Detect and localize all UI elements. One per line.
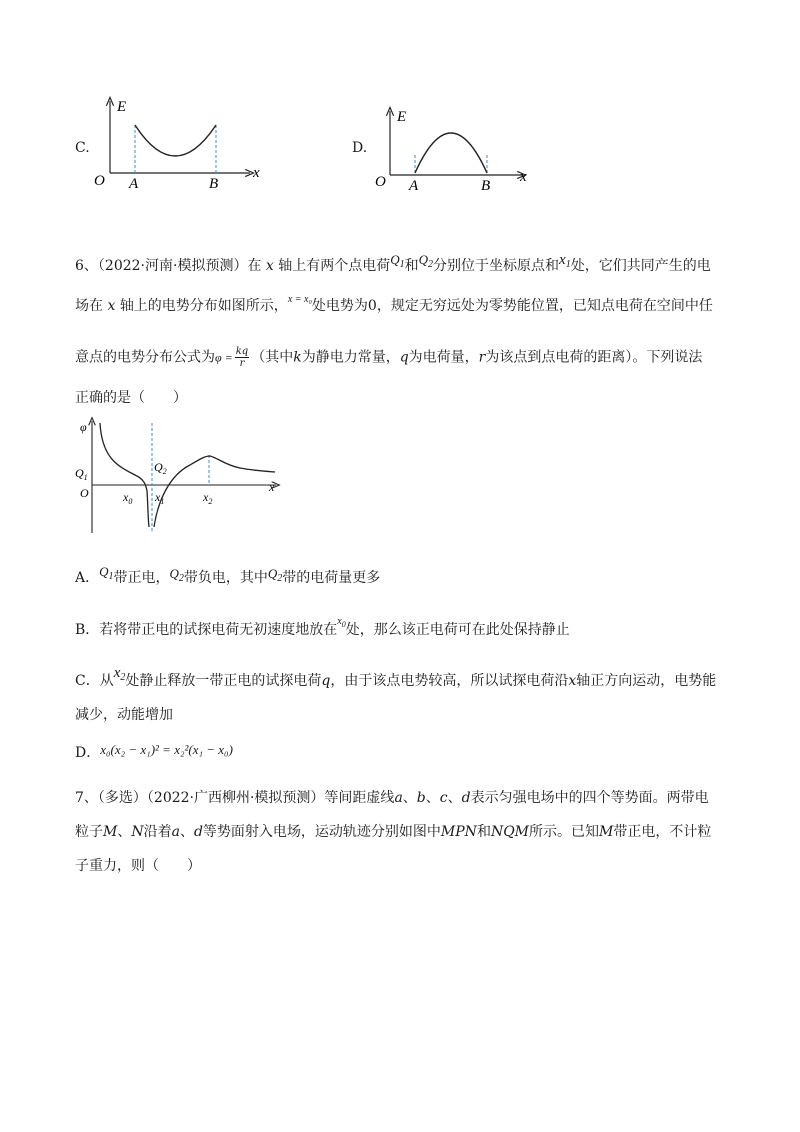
- option-c-label: C.: [75, 140, 90, 156]
- phi-axis-label: φ: [80, 420, 87, 434]
- q6-line-2: 场在 x 轴上的电势分布如图所示，$^{x = x_0}$处电势为0，规定无穷远处为零势能位置，已知点电荷在空间中任: [75, 294, 713, 314]
- curve-left: [100, 423, 149, 527]
- x-axis-label: x: [520, 169, 527, 185]
- origin-label: O: [375, 174, 386, 190]
- origin-label: O: [94, 173, 105, 189]
- point-b-label: B: [481, 178, 491, 194]
- q6-line-4: 正确的是（ ）: [75, 390, 187, 406]
- q1-label: $Q_1$: [75, 466, 88, 482]
- q7-line-2: 粒子M、N沿着a、d等势面射入电场，运动轨迹分别如图中MPN和NQM所示。已知M带正电，不计粒: [75, 824, 712, 840]
- graph-option-c: [90, 95, 270, 190]
- x2-label: $x_2$: [203, 490, 213, 506]
- x-axis-label: x: [253, 165, 260, 181]
- point-a-label: A: [129, 176, 139, 190]
- q6-line-1: 6、（2022·河南·模拟预测）在 x 轴上有两个点电荷$Q_1$和$Q_2$分别位于坐标原点和$x_1$处，它们共同产生的电: [75, 252, 711, 274]
- q6-option-a: A．$Q_1$带正电，$Q_2$带负电，其中$Q_2$带的电荷量更多: [75, 564, 381, 586]
- q6-option-c: C．从$x_2$处静止释放一带正电的试探电荷q，由于该点电势较高，所以试探电荷沿x轴正方向运动，电势能: [75, 665, 717, 689]
- point-a-label: A: [409, 178, 419, 194]
- x0-label: $x_0$: [123, 490, 133, 506]
- q6-option-c-line-2: 减少，动能增加: [75, 707, 173, 723]
- q6-option-d: D．x₀(x₂ − x₁)² = x₂²(x₁ − x₀): [75, 742, 233, 761]
- q2-label: $Q_2$: [154, 460, 167, 476]
- e-axis-label: E: [397, 109, 407, 125]
- e-curve: [415, 133, 487, 173]
- graph-option-d: [370, 105, 540, 195]
- point-b-label: B: [209, 176, 219, 190]
- q6-line-3: 意点的电势分布公式为φ = $\frac{kq}{r}$ （其中k为静电力常量，q为电荷量，r为该点到点电荷的距离）。下列说法: [75, 346, 703, 369]
- e-axis-label: E: [117, 99, 127, 115]
- q7-line-1: 7、（多选）（2022·广西柳州·模拟预测）等间距虚线a、b、c、d表示匀强电场中的四个等势面。两带电: [75, 790, 709, 806]
- option-d-formula: x₀(x₂ − x₁)² = x₂²(x₁ − x₀): [100, 742, 233, 757]
- q7-line-3: 子重力，则（ ）: [75, 858, 201, 874]
- option-d-label: D.: [352, 140, 368, 156]
- e-curve: [135, 125, 216, 156]
- x-axis-label: x: [269, 480, 275, 494]
- potential-graph: [70, 415, 290, 535]
- origin-label: O: [80, 486, 89, 500]
- curve-right: [154, 456, 275, 527]
- q6-option-b: B．若将带正电的试探电荷无初速度地放在$^{x_0}$处，那么该正电荷可在此处保持静止: [75, 616, 570, 638]
- x1-label: $x_1$: [155, 490, 165, 506]
- potential-formula-fraction: $\frac{kq}{r}$: [235, 346, 249, 369]
